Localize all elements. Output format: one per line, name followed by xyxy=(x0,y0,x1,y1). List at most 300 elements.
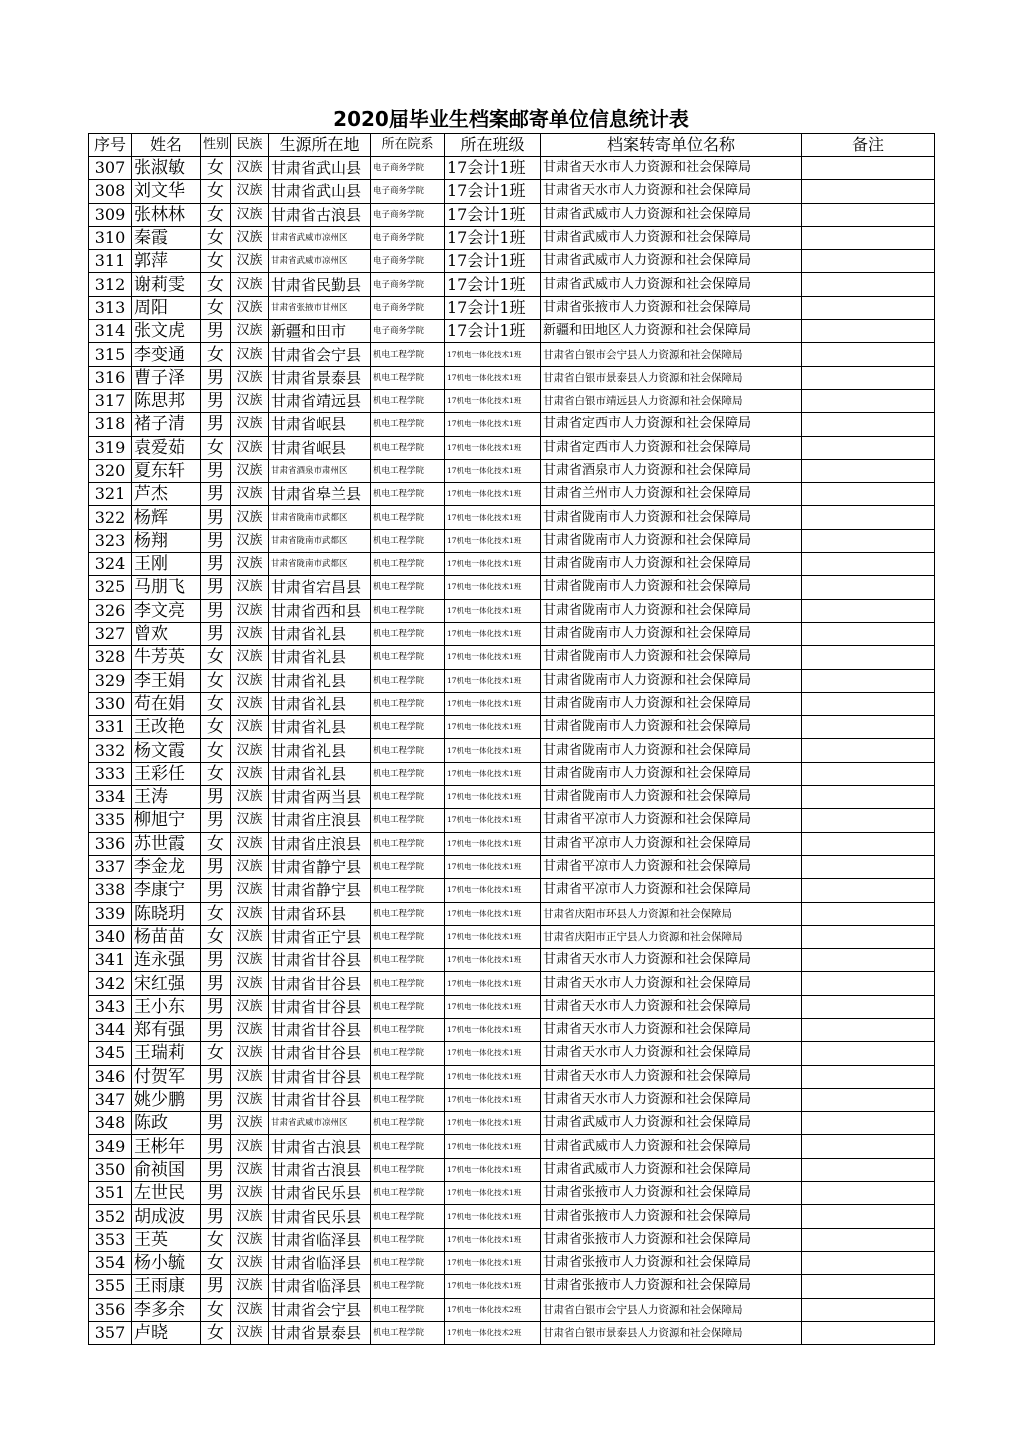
cell-name: 俞祯国 xyxy=(132,1158,201,1181)
cell-remarks xyxy=(802,692,935,715)
cell-origin: 甘肃省庄浪县 xyxy=(269,832,371,855)
cell-class: 17机电一体化技术1班 xyxy=(445,1135,541,1158)
cell-department: 机电工程学院 xyxy=(371,925,445,948)
cell-department: 机电工程学院 xyxy=(371,739,445,762)
cell-no: 353 xyxy=(89,1228,132,1251)
cell-archive-unit: 甘肃省张掖市人力资源和社会保障局 xyxy=(541,1275,802,1298)
cell-name: 左世民 xyxy=(132,1182,201,1205)
cell-origin: 甘肃省民乐县 xyxy=(269,1205,371,1228)
cell-origin: 甘肃省宕昌县 xyxy=(269,576,371,599)
cell-remarks xyxy=(802,250,935,273)
cell-ethnicity: 汉族 xyxy=(231,343,269,366)
cell-origin: 甘肃省礼县 xyxy=(269,716,371,739)
cell-archive-unit: 甘肃省天水市人力资源和社会保障局 xyxy=(541,157,802,180)
cell-origin: 甘肃省古浪县 xyxy=(269,1135,371,1158)
cell-name: 连永强 xyxy=(132,949,201,972)
cell-name: 王英 xyxy=(132,1228,201,1251)
cell-department: 机电工程学院 xyxy=(371,1158,445,1181)
cell-sex: 女 xyxy=(201,273,231,296)
cell-ethnicity: 汉族 xyxy=(231,855,269,878)
cell-origin: 甘肃省礼县 xyxy=(269,646,371,669)
cell-archive-unit: 甘肃省平凉市人力资源和社会保障局 xyxy=(541,855,802,878)
cell-archive-unit: 甘肃省天水市人力资源和社会保障局 xyxy=(541,1065,802,1088)
cell-archive-unit: 甘肃省定西市人力资源和社会保障局 xyxy=(541,436,802,459)
cell-no: 328 xyxy=(89,646,132,669)
table-row xyxy=(89,529,935,552)
cell-department: 机电工程学院 xyxy=(371,459,445,482)
cell-sex: 男 xyxy=(201,413,231,436)
cell-archive-unit: 甘肃省酒泉市人力资源和社会保障局 xyxy=(541,459,802,482)
cell-no: 355 xyxy=(89,1275,132,1298)
cell-sex: 男 xyxy=(201,1065,231,1088)
cell-department: 机电工程学院 xyxy=(371,389,445,412)
cell-ethnicity: 汉族 xyxy=(231,1158,269,1181)
cell-department: 机电工程学院 xyxy=(371,692,445,715)
header-no: 序号 xyxy=(89,134,132,157)
cell-archive-unit: 甘肃省张掖市人力资源和社会保障局 xyxy=(541,1182,802,1205)
cell-class: 17机电一体化技术1班 xyxy=(445,902,541,925)
cell-department: 机电工程学院 xyxy=(371,1275,445,1298)
table-row xyxy=(89,949,935,972)
cell-class: 17机电一体化技术1班 xyxy=(445,1275,541,1298)
cell-department: 机电工程学院 xyxy=(371,553,445,576)
cell-archive-unit: 甘肃省天水市人力资源和社会保障局 xyxy=(541,972,802,995)
cell-name: 曹子泽 xyxy=(132,366,201,389)
cell-sex: 女 xyxy=(201,1298,231,1321)
cell-sex: 女 xyxy=(201,436,231,459)
cell-ethnicity: 汉族 xyxy=(231,902,269,925)
cell-name: 宋红强 xyxy=(132,972,201,995)
cell-remarks xyxy=(802,343,935,366)
cell-department: 电子商务学院 xyxy=(371,320,445,343)
cell-archive-unit: 甘肃省张掖市人力资源和社会保障局 xyxy=(541,1205,802,1228)
cell-class: 17机电一体化技术1班 xyxy=(445,553,541,576)
cell-department: 机电工程学院 xyxy=(371,366,445,389)
cell-remarks xyxy=(802,1275,935,1298)
cell-origin: 甘肃省景泰县 xyxy=(269,1321,371,1344)
cell-no: 318 xyxy=(89,413,132,436)
cell-no: 344 xyxy=(89,1018,132,1041)
cell-no: 350 xyxy=(89,1158,132,1181)
cell-archive-unit: 新疆和田地区人力资源和社会保障局 xyxy=(541,320,802,343)
cell-ethnicity: 汉族 xyxy=(231,273,269,296)
cell-sex: 男 xyxy=(201,320,231,343)
cell-no: 356 xyxy=(89,1298,132,1321)
cell-class: 17机电一体化技术1班 xyxy=(445,809,541,832)
cell-ethnicity: 汉族 xyxy=(231,180,269,203)
cell-department: 机电工程学院 xyxy=(371,413,445,436)
cell-archive-unit: 甘肃省白银市会宁县人力资源和社会保障局 xyxy=(541,1298,802,1321)
cell-no: 308 xyxy=(89,180,132,203)
spreadsheet xyxy=(88,105,934,1345)
cell-remarks xyxy=(802,1298,935,1321)
cell-remarks xyxy=(802,553,935,576)
cell-origin: 甘肃省岷县 xyxy=(269,436,371,459)
cell-archive-unit: 甘肃省白银市景泰县人力资源和社会保障局 xyxy=(541,366,802,389)
cell-remarks xyxy=(802,716,935,739)
cell-sex: 男 xyxy=(201,1182,231,1205)
cell-class: 17会计1班 xyxy=(445,203,541,226)
cell-class: 17机电一体化技术1班 xyxy=(445,1088,541,1111)
cell-sex: 男 xyxy=(201,576,231,599)
cell-ethnicity: 汉族 xyxy=(231,296,269,319)
cell-archive-unit: 甘肃省陇南市人力资源和社会保障局 xyxy=(541,739,802,762)
cell-sex: 男 xyxy=(201,1112,231,1135)
cell-name: 李变通 xyxy=(132,343,201,366)
cell-name: 王彩任 xyxy=(132,762,201,785)
cell-origin: 甘肃省会宁县 xyxy=(269,343,371,366)
cell-ethnicity: 汉族 xyxy=(231,1251,269,1274)
cell-sex: 男 xyxy=(201,949,231,972)
cell-class: 17机电一体化技术1班 xyxy=(445,366,541,389)
cell-origin: 甘肃省酒泉市肃州区 xyxy=(269,459,371,482)
cell-archive-unit: 甘肃省武威市人力资源和社会保障局 xyxy=(541,1135,802,1158)
cell-archive-unit: 甘肃省天水市人力资源和社会保障局 xyxy=(541,1088,802,1111)
table-row xyxy=(89,553,935,576)
cell-ethnicity: 汉族 xyxy=(231,1042,269,1065)
cell-no: 351 xyxy=(89,1182,132,1205)
cell-ethnicity: 汉族 xyxy=(231,1228,269,1251)
cell-sex: 男 xyxy=(201,553,231,576)
cell-department: 机电工程学院 xyxy=(371,949,445,972)
cell-sex: 男 xyxy=(201,599,231,622)
cell-department: 机电工程学院 xyxy=(371,1112,445,1135)
cell-name: 曾欢 xyxy=(132,622,201,645)
cell-no: 327 xyxy=(89,622,132,645)
cell-department: 电子商务学院 xyxy=(371,296,445,319)
cell-archive-unit: 甘肃省陇南市人力资源和社会保障局 xyxy=(541,716,802,739)
cell-origin: 甘肃省民乐县 xyxy=(269,1182,371,1205)
cell-remarks xyxy=(802,1088,935,1111)
cell-ethnicity: 汉族 xyxy=(231,646,269,669)
cell-sex: 男 xyxy=(201,389,231,412)
cell-origin: 甘肃省两当县 xyxy=(269,786,371,809)
table-row xyxy=(89,413,935,436)
table-row xyxy=(89,366,935,389)
cell-class: 17会计1班 xyxy=(445,320,541,343)
header-remarks: 备注 xyxy=(802,134,935,157)
cell-origin: 甘肃省甘谷县 xyxy=(269,1065,371,1088)
cell-class: 17机电一体化技术1班 xyxy=(445,669,541,692)
table-row xyxy=(89,273,935,296)
cell-class: 17机电一体化技术1班 xyxy=(445,995,541,1018)
cell-ethnicity: 汉族 xyxy=(231,320,269,343)
cell-sex: 男 xyxy=(201,1205,231,1228)
cell-department: 机电工程学院 xyxy=(371,786,445,809)
header-sex: 性别 xyxy=(201,134,231,157)
cell-archive-unit: 甘肃省陇南市人力资源和社会保障局 xyxy=(541,622,802,645)
cell-origin: 甘肃省会宁县 xyxy=(269,1298,371,1321)
cell-remarks xyxy=(802,157,935,180)
cell-ethnicity: 汉族 xyxy=(231,925,269,948)
cell-remarks xyxy=(802,855,935,878)
cell-ethnicity: 汉族 xyxy=(231,832,269,855)
cell-name: 夏东轩 xyxy=(132,459,201,482)
cell-origin: 甘肃省陇南市武都区 xyxy=(269,553,371,576)
cell-class: 17机电一体化技术1班 xyxy=(445,949,541,972)
table-row xyxy=(89,157,935,180)
cell-sex: 女 xyxy=(201,692,231,715)
cell-class: 17机电一体化技术1班 xyxy=(445,599,541,622)
cell-archive-unit: 甘肃省陇南市人力资源和社会保障局 xyxy=(541,646,802,669)
table-row xyxy=(89,320,935,343)
cell-department: 机电工程学院 xyxy=(371,1088,445,1111)
cell-no: 341 xyxy=(89,949,132,972)
cell-ethnicity: 汉族 xyxy=(231,576,269,599)
cell-sex: 女 xyxy=(201,1251,231,1274)
cell-no: 345 xyxy=(89,1042,132,1065)
cell-origin: 甘肃省武威市凉州区 xyxy=(269,250,371,273)
cell-name: 姚少鹏 xyxy=(132,1088,201,1111)
cell-name: 张文虎 xyxy=(132,320,201,343)
cell-ethnicity: 汉族 xyxy=(231,995,269,1018)
cell-name: 李金龙 xyxy=(132,855,201,878)
cell-name: 杨辉 xyxy=(132,506,201,529)
cell-class: 17机电一体化技术1班 xyxy=(445,576,541,599)
cell-sex: 男 xyxy=(201,1135,231,1158)
cell-ethnicity: 汉族 xyxy=(231,739,269,762)
page-title: 2020届毕业生档案邮寄单位信息统计表 xyxy=(333,107,689,131)
cell-sex: 女 xyxy=(201,343,231,366)
cell-sex: 女 xyxy=(201,832,231,855)
cell-no: 320 xyxy=(89,459,132,482)
cell-class: 17机电一体化技术1班 xyxy=(445,459,541,482)
cell-department: 机电工程学院 xyxy=(371,832,445,855)
cell-class: 17机电一体化技术1班 xyxy=(445,1065,541,1088)
cell-archive-unit: 甘肃省庆阳市环县人力资源和社会保障局 xyxy=(541,902,802,925)
table-row xyxy=(89,1251,935,1274)
cell-ethnicity: 汉族 xyxy=(231,1065,269,1088)
cell-ethnicity: 汉族 xyxy=(231,1275,269,1298)
cell-department: 机电工程学院 xyxy=(371,1321,445,1344)
cell-class: 17会计1班 xyxy=(445,296,541,319)
cell-remarks xyxy=(802,786,935,809)
cell-archive-unit: 甘肃省陇南市人力资源和社会保障局 xyxy=(541,599,802,622)
cell-origin: 甘肃省环县 xyxy=(269,902,371,925)
table-row xyxy=(89,1205,935,1228)
cell-department: 机电工程学院 xyxy=(371,1135,445,1158)
cell-remarks xyxy=(802,599,935,622)
cell-ethnicity: 汉族 xyxy=(231,879,269,902)
header-row xyxy=(89,134,935,157)
cell-department: 机电工程学院 xyxy=(371,902,445,925)
cell-name: 王彬年 xyxy=(132,1135,201,1158)
cell-origin: 甘肃省武山县 xyxy=(269,180,371,203)
cell-remarks xyxy=(802,1251,935,1274)
cell-department: 机电工程学院 xyxy=(371,879,445,902)
cell-ethnicity: 汉族 xyxy=(231,786,269,809)
cell-archive-unit: 甘肃省陇南市人力资源和社会保障局 xyxy=(541,553,802,576)
cell-remarks xyxy=(802,832,935,855)
cell-ethnicity: 汉族 xyxy=(231,1321,269,1344)
cell-ethnicity: 汉族 xyxy=(231,1205,269,1228)
cell-archive-unit: 甘肃省白银市景泰县人力资源和社会保障局 xyxy=(541,1321,802,1344)
cell-origin: 甘肃省临泽县 xyxy=(269,1228,371,1251)
cell-archive-unit: 甘肃省武威市人力资源和社会保障局 xyxy=(541,250,802,273)
table-row xyxy=(89,762,935,785)
cell-origin: 甘肃省甘谷县 xyxy=(269,972,371,995)
cell-archive-unit: 甘肃省庆阳市正宁县人力资源和社会保障局 xyxy=(541,925,802,948)
cell-origin: 甘肃省景泰县 xyxy=(269,366,371,389)
table-row xyxy=(89,1298,935,1321)
cell-department: 机电工程学院 xyxy=(371,646,445,669)
archive-table xyxy=(88,133,935,1345)
table-row xyxy=(89,1088,935,1111)
cell-ethnicity: 汉族 xyxy=(231,1182,269,1205)
cell-ethnicity: 汉族 xyxy=(231,226,269,249)
cell-name: 马朋飞 xyxy=(132,576,201,599)
cell-origin: 甘肃省甘谷县 xyxy=(269,1042,371,1065)
cell-class: 17机电一体化技术1班 xyxy=(445,786,541,809)
cell-department: 机电工程学院 xyxy=(371,1251,445,1274)
cell-class: 17机电一体化技术1班 xyxy=(445,1018,541,1041)
cell-origin: 甘肃省陇南市武都区 xyxy=(269,529,371,552)
header-name: 姓名 xyxy=(132,134,201,157)
cell-no: 330 xyxy=(89,692,132,715)
cell-department: 机电工程学院 xyxy=(371,669,445,692)
cell-ethnicity: 汉族 xyxy=(231,553,269,576)
cell-department: 机电工程学院 xyxy=(371,599,445,622)
cell-sex: 女 xyxy=(201,925,231,948)
cell-archive-unit: 甘肃省陇南市人力资源和社会保障局 xyxy=(541,692,802,715)
cell-department: 机电工程学院 xyxy=(371,762,445,785)
cell-name: 王小东 xyxy=(132,995,201,1018)
cell-name: 袁爱茹 xyxy=(132,436,201,459)
cell-archive-unit: 甘肃省武威市人力资源和社会保障局 xyxy=(541,203,802,226)
cell-class: 17机电一体化技术1班 xyxy=(445,1112,541,1135)
cell-ethnicity: 汉族 xyxy=(231,762,269,785)
cell-name: 苏世霞 xyxy=(132,832,201,855)
cell-sex: 男 xyxy=(201,1088,231,1111)
cell-no: 338 xyxy=(89,879,132,902)
table-row xyxy=(89,1275,935,1298)
cell-no: 357 xyxy=(89,1321,132,1344)
cell-department: 机电工程学院 xyxy=(371,972,445,995)
cell-no: 348 xyxy=(89,1112,132,1135)
cell-remarks xyxy=(802,1112,935,1135)
header-origin: 生源所在地 xyxy=(269,134,371,157)
cell-remarks xyxy=(802,273,935,296)
cell-sex: 男 xyxy=(201,995,231,1018)
cell-no: 325 xyxy=(89,576,132,599)
cell-remarks xyxy=(802,483,935,506)
table-row xyxy=(89,343,935,366)
cell-name: 郭萍 xyxy=(132,250,201,273)
cell-no: 343 xyxy=(89,995,132,1018)
cell-ethnicity: 汉族 xyxy=(231,413,269,436)
cell-origin: 甘肃省武威市凉州区 xyxy=(269,226,371,249)
cell-origin: 甘肃省皋兰县 xyxy=(269,483,371,506)
cell-department: 电子商务学院 xyxy=(371,273,445,296)
cell-sex: 女 xyxy=(201,739,231,762)
table-row xyxy=(89,1065,935,1088)
cell-remarks xyxy=(802,506,935,529)
cell-name: 谢莉雯 xyxy=(132,273,201,296)
cell-ethnicity: 汉族 xyxy=(231,692,269,715)
cell-no: 331 xyxy=(89,716,132,739)
cell-sex: 女 xyxy=(201,296,231,319)
cell-no: 340 xyxy=(89,925,132,948)
cell-origin: 甘肃省甘谷县 xyxy=(269,949,371,972)
cell-no: 311 xyxy=(89,250,132,273)
cell-archive-unit: 甘肃省陇南市人力资源和社会保障局 xyxy=(541,576,802,599)
cell-no: 342 xyxy=(89,972,132,995)
cell-class: 17机电一体化技术1班 xyxy=(445,1205,541,1228)
cell-ethnicity: 汉族 xyxy=(231,949,269,972)
cell-no: 336 xyxy=(89,832,132,855)
table-row xyxy=(89,716,935,739)
cell-no: 309 xyxy=(89,203,132,226)
cell-archive-unit: 甘肃省白银市会宁县人力资源和社会保障局 xyxy=(541,343,802,366)
cell-no: 310 xyxy=(89,226,132,249)
cell-no: 315 xyxy=(89,343,132,366)
cell-no: 323 xyxy=(89,529,132,552)
cell-remarks xyxy=(802,1182,935,1205)
cell-sex: 女 xyxy=(201,669,231,692)
cell-department: 电子商务学院 xyxy=(371,157,445,180)
cell-department: 机电工程学院 xyxy=(371,809,445,832)
cell-remarks xyxy=(802,529,935,552)
table-row xyxy=(89,506,935,529)
cell-archive-unit: 甘肃省平凉市人力资源和社会保障局 xyxy=(541,809,802,832)
cell-remarks xyxy=(802,925,935,948)
table-row xyxy=(89,879,935,902)
cell-sex: 男 xyxy=(201,786,231,809)
cell-origin: 甘肃省临泽县 xyxy=(269,1275,371,1298)
cell-ethnicity: 汉族 xyxy=(231,622,269,645)
cell-no: 349 xyxy=(89,1135,132,1158)
cell-sex: 男 xyxy=(201,879,231,902)
cell-department: 电子商务学院 xyxy=(371,250,445,273)
cell-archive-unit: 甘肃省武威市人力资源和社会保障局 xyxy=(541,1158,802,1181)
cell-archive-unit: 甘肃省武威市人力资源和社会保障局 xyxy=(541,273,802,296)
cell-archive-unit: 甘肃省平凉市人力资源和社会保障局 xyxy=(541,879,802,902)
cell-department: 机电工程学院 xyxy=(371,1205,445,1228)
cell-no: 321 xyxy=(89,483,132,506)
cell-no: 334 xyxy=(89,786,132,809)
cell-ethnicity: 汉族 xyxy=(231,506,269,529)
cell-remarks xyxy=(802,972,935,995)
cell-sex: 男 xyxy=(201,459,231,482)
cell-department: 机电工程学院 xyxy=(371,855,445,878)
table-row xyxy=(89,250,935,273)
cell-archive-unit: 甘肃省天水市人力资源和社会保障局 xyxy=(541,180,802,203)
cell-origin: 甘肃省古浪县 xyxy=(269,1158,371,1181)
cell-remarks xyxy=(802,1135,935,1158)
cell-remarks xyxy=(802,203,935,226)
cell-department: 机电工程学院 xyxy=(371,529,445,552)
cell-class: 17会计1班 xyxy=(445,157,541,180)
cell-remarks xyxy=(802,1018,935,1041)
cell-class: 17机电一体化技术1班 xyxy=(445,389,541,412)
cell-department: 机电工程学院 xyxy=(371,483,445,506)
table-row xyxy=(89,576,935,599)
table-row xyxy=(89,296,935,319)
table-row xyxy=(89,436,935,459)
cell-origin: 甘肃省静宁县 xyxy=(269,855,371,878)
cell-sex: 男 xyxy=(201,483,231,506)
table-row xyxy=(89,809,935,832)
cell-origin: 甘肃省庄浪县 xyxy=(269,809,371,832)
table-row xyxy=(89,832,935,855)
cell-class: 17机电一体化技术1班 xyxy=(445,739,541,762)
cell-name: 胡成波 xyxy=(132,1205,201,1228)
table-row xyxy=(89,1018,935,1041)
cell-remarks xyxy=(802,320,935,343)
table-row xyxy=(89,180,935,203)
table-row xyxy=(89,1135,935,1158)
cell-ethnicity: 汉族 xyxy=(231,366,269,389)
